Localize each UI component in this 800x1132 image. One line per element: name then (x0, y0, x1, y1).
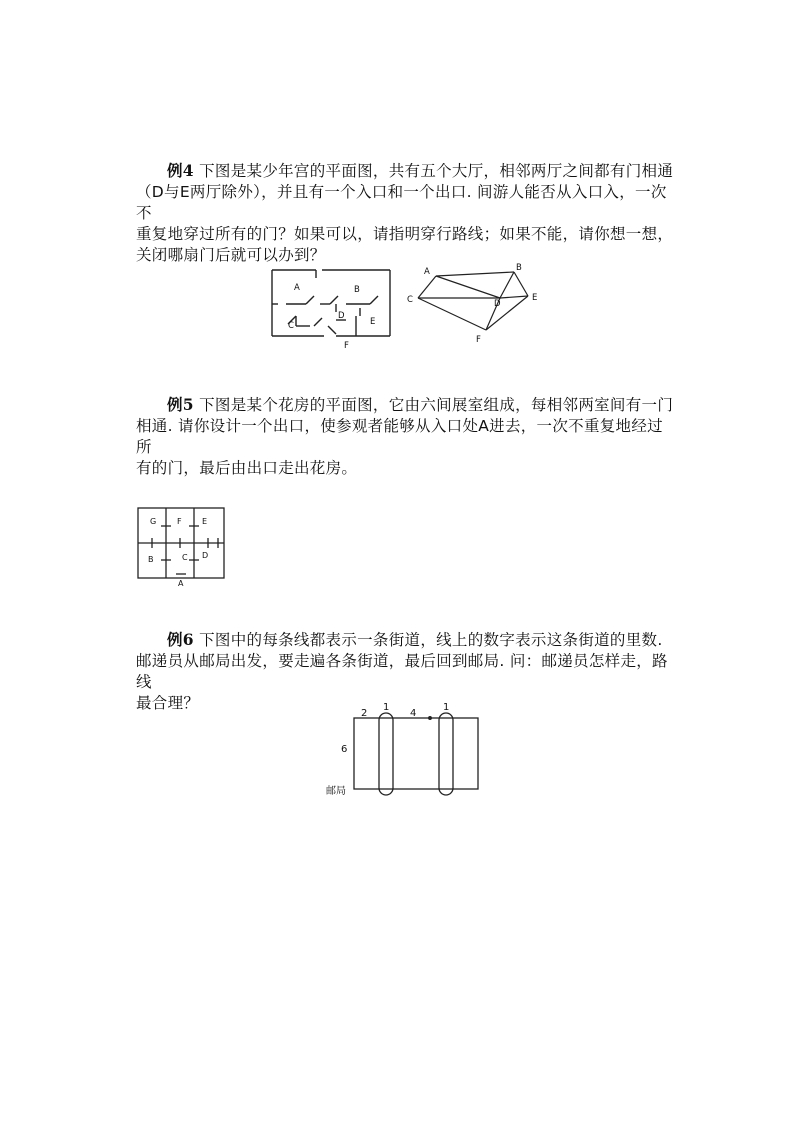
plan-label-f: F (344, 341, 349, 351)
example-6-line-1: 下图中的每条线都表示一条街道，线上的数字表示这条街道的里数. (199, 631, 663, 649)
example-4-line-4: 关闭哪扇门后就可以办到？ (136, 246, 326, 264)
flower-label-b: B (148, 555, 154, 564)
graph-label-f: F (476, 335, 481, 345)
street-label-left: 6 (341, 744, 348, 755)
street-label-loop-2: 1 (443, 702, 450, 713)
example-5-floor-plan (134, 504, 230, 586)
plan-label-e: E (370, 317, 376, 327)
graph-label-a: A (424, 267, 430, 277)
plan-label-d: D (338, 311, 345, 321)
example-5-line-1: 下图是某个花房的平面图，它由六间展室组成，每相邻两室间有一门 (199, 396, 674, 414)
example-4-lead: 例4 (167, 161, 194, 180)
example-4-floor-plan (266, 264, 396, 354)
example-6-lead: 例6 (167, 630, 194, 649)
example-6-line-2: 邮递员从邮局出发，要走遍各条街道，最后回到邮局. 问：邮递员怎样走，路线 (136, 652, 668, 691)
flower-label-a: A (178, 579, 184, 588)
flower-label-e: E (202, 517, 208, 526)
flower-label-d: D (202, 551, 209, 560)
graph-label-d: D (494, 299, 501, 309)
flower-label-c: C (182, 553, 188, 562)
street-label-top-mid: 4 (410, 708, 417, 719)
example-6-line-3: 最合理？ (136, 694, 200, 712)
example-5-text (136, 394, 676, 479)
example-4-line-2: （D与E两厅除外），并且有一个入口和一个出口. 间游人能否从入口入，一次不 (136, 183, 667, 222)
plan-label-a: A (294, 283, 300, 293)
example-4-text (136, 160, 676, 266)
flower-label-f: F (177, 517, 182, 526)
example-5-lead: 例5 (167, 395, 194, 414)
example-4-graph (404, 262, 554, 352)
post-office-label: 邮局 (326, 786, 346, 797)
flower-label-g: G (150, 517, 157, 526)
street-label-top-left: 2 (361, 708, 368, 719)
plan-label-c: C (288, 321, 294, 331)
plan-label-b: B (354, 285, 360, 295)
graph-label-c: C (407, 295, 413, 305)
street-label-loop-1: 1 (383, 702, 390, 713)
example-4-line-3: 重复地穿过所有的门？如果可以，请指明穿行路线；如果不能，请你想一想， (136, 225, 674, 243)
example-5-line-3: 有的门，最后由出口走出花房。 (136, 459, 358, 477)
example-6-street-map (326, 700, 486, 804)
graph-label-e: E (532, 293, 538, 303)
graph-label-b: B (516, 263, 522, 273)
example-5-line-2: 相通. 请你设计一个出口，使参观者能够从入口处A进去，一次不重复地经过所 (136, 417, 663, 456)
example-4-line-1: 下图是某少年宫的平面图，共有五个大厅，相邻两厅之间都有门相通 (199, 162, 674, 180)
